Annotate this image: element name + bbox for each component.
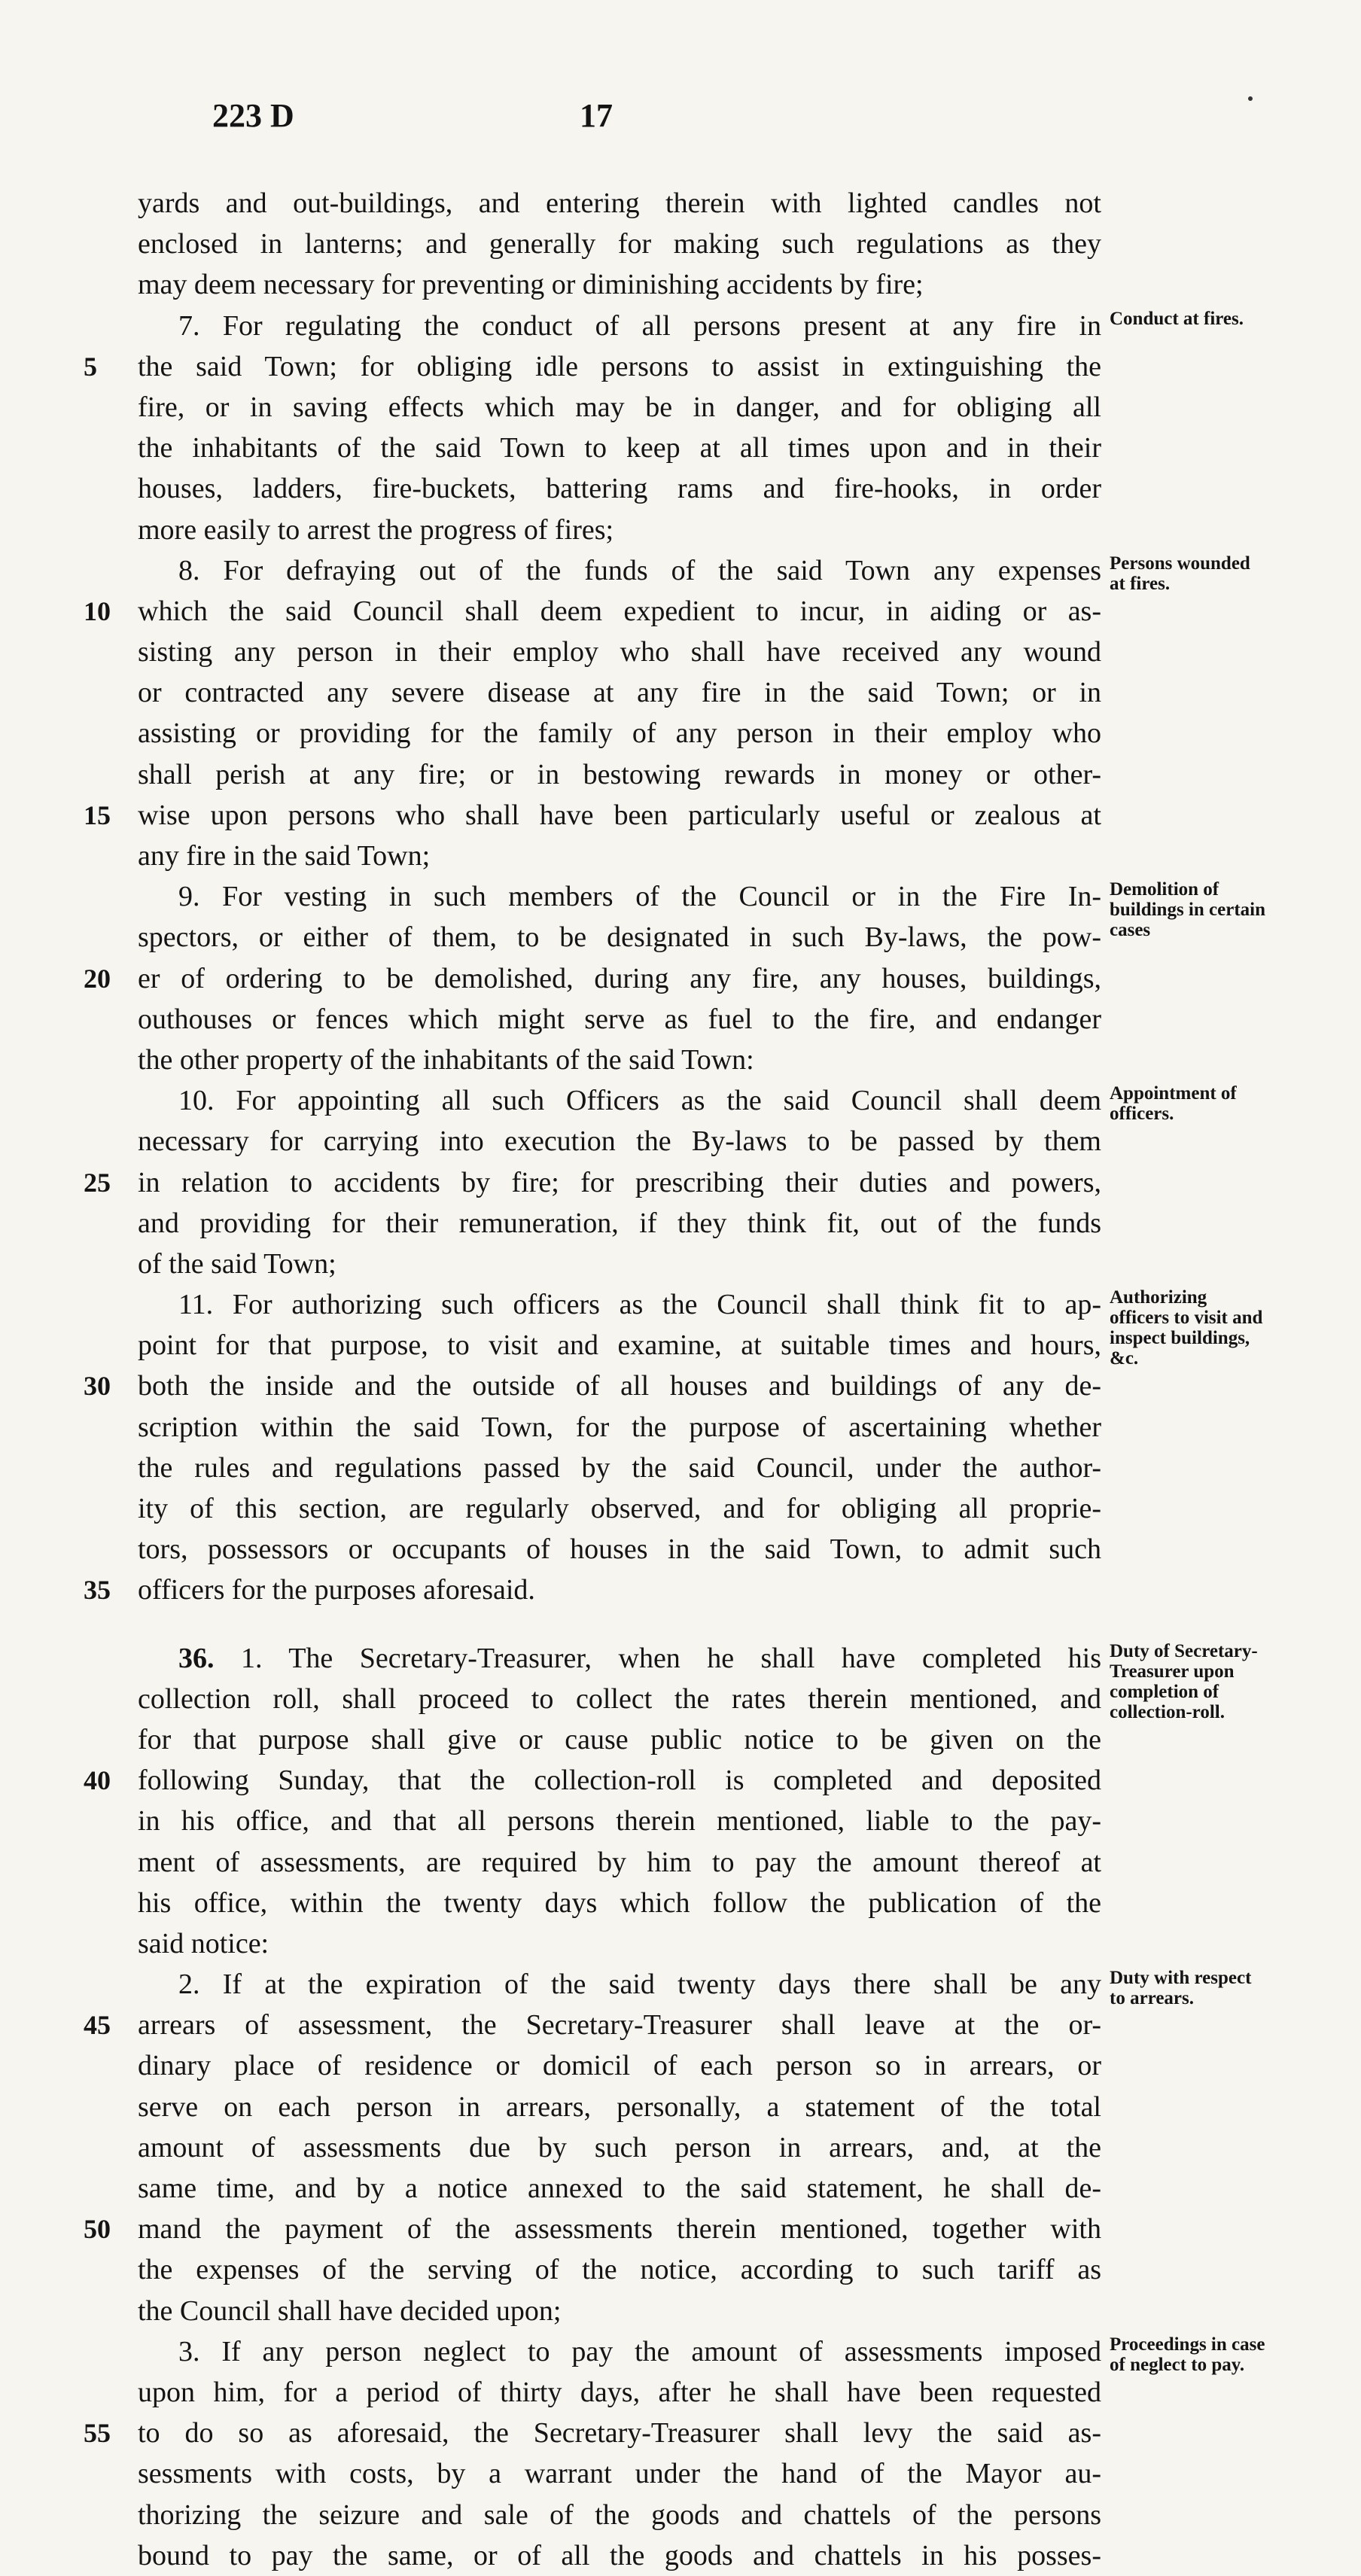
line-content: outhouses or fences which might serve as fuel to the fire, and endanger xyxy=(138,1003,1101,1035)
line-content: bound to pay the same, or of all the goods and chattels in his posses- xyxy=(138,2539,1101,2571)
line-text xyxy=(138,428,1101,468)
line-text xyxy=(138,2495,1101,2535)
line-text xyxy=(138,2127,1101,2168)
line-content: point for that purpose, to visit and examine, at suitable times and hours, xyxy=(138,1329,1101,1362)
line-content: 11. For authorizing such officers as the Council shall think fit to ap- xyxy=(178,1289,1101,1321)
text-line xyxy=(138,183,1101,224)
line-text xyxy=(138,2168,1101,2209)
line-content: any fire in the said Town; xyxy=(138,840,431,872)
line-text xyxy=(138,1842,1101,1883)
text-line xyxy=(138,2535,1101,2576)
line-text xyxy=(138,1080,1101,1121)
text-line xyxy=(138,917,1101,958)
text-line xyxy=(138,224,1101,264)
text-line xyxy=(138,1203,1101,1244)
line-text xyxy=(138,346,1101,387)
line-text xyxy=(138,2249,1101,2290)
line-content: scription within the said Town, for the purpose of ascertaining whether xyxy=(138,1411,1101,1443)
text-line xyxy=(138,1488,1101,1529)
line-content: which the said Council shall deem expedient to incur, in aiding or as- xyxy=(138,595,1101,627)
line-text xyxy=(138,958,1101,999)
line-number: 40 xyxy=(84,1765,111,1796)
line-content: wise upon persons who shall have been particularly useful or zealous at xyxy=(138,799,1101,831)
line-text xyxy=(138,224,1101,264)
line-text xyxy=(138,387,1101,428)
line-number: 20 xyxy=(84,963,111,994)
line-text xyxy=(138,754,1101,795)
corner-mark xyxy=(1248,96,1253,101)
line-text xyxy=(138,1570,1101,1610)
text-line xyxy=(138,1679,1101,1719)
text-line xyxy=(138,672,1101,713)
page-number: 17 xyxy=(580,97,613,134)
line-text xyxy=(138,795,1101,836)
text-line xyxy=(138,1407,1101,1448)
text-line xyxy=(138,836,1101,876)
line-text xyxy=(138,2535,1101,2576)
line-content: shall perish at any fire; or in bestowing rewards in money or other- xyxy=(138,758,1101,790)
margin-note: Appointment of officers. xyxy=(1110,1083,1237,1125)
line-text xyxy=(138,917,1101,958)
line-text xyxy=(138,468,1101,509)
line-text xyxy=(138,1284,1101,1325)
line-content: in relation to accidents by fire; for prescribing their duties and powers, xyxy=(138,1166,1101,1198)
line-text xyxy=(138,999,1101,1040)
line-text xyxy=(138,1488,1101,1529)
line-text xyxy=(138,306,1101,346)
text-line xyxy=(84,1760,1101,1801)
text-line xyxy=(138,428,1101,468)
line-number: 55 xyxy=(84,2418,111,2449)
line-content: the expenses of the serving of the notice, according to such tariff as xyxy=(138,2254,1101,2286)
line-content: sisting any person in their employ who shall have received any wound xyxy=(138,636,1101,668)
text-line xyxy=(138,1529,1101,1570)
line-content: for that purpose shall give or cause public notice to be given on the xyxy=(138,1723,1101,1755)
text-line xyxy=(138,468,1101,509)
text-line xyxy=(138,1638,1101,1679)
line-content: assisting or providing for the family of any person in their employ who xyxy=(138,717,1101,750)
line-text xyxy=(138,1760,1101,1801)
line-content: following Sunday, that the collection-roll is completed and deposited xyxy=(138,1765,1101,1797)
text-line xyxy=(138,306,1101,346)
text-line xyxy=(138,754,1101,795)
line-text xyxy=(138,510,1101,550)
text-line xyxy=(138,2495,1101,2535)
line-content: 9. For vesting in such members of the Council or in the Fire In- xyxy=(178,881,1101,913)
line-number: 35 xyxy=(84,1575,111,1606)
line-text xyxy=(138,1040,1101,1080)
text-line xyxy=(138,2168,1101,2209)
text-line xyxy=(84,1366,1101,1406)
line-text xyxy=(138,1923,1101,1964)
margin-note: Persons wounded at fires. xyxy=(1110,553,1250,594)
line-content: 2. If at the expiration of the said twenty days there shall be any xyxy=(178,1969,1101,2001)
text-line xyxy=(138,713,1101,754)
line-content: 3. If any person neglect to pay the amount of assessments imposed xyxy=(178,2335,1101,2367)
line-text xyxy=(138,1638,1101,1679)
line-content: the other property of the inhabitants of the said Town: xyxy=(138,1043,754,1076)
text-line xyxy=(138,550,1101,591)
line-content: houses, ladders, fire-buckets, battering rams and fire-hooks, in order xyxy=(138,473,1101,505)
line-text xyxy=(138,591,1101,632)
margin-note: Conduct at fires. xyxy=(1110,308,1244,329)
line-content: er of ordering to be demolished, during any fire, any houses, buildings, xyxy=(138,962,1101,994)
line-content: both the inside and the outside of all houses and buildings of any de- xyxy=(138,1370,1101,1402)
line-text xyxy=(138,1407,1101,1448)
line-content: his office, within the twenty days which follow the publication of the xyxy=(138,1886,1101,1919)
text-line xyxy=(138,1325,1101,1366)
line-content: to do so as aforesaid, the Secretary-Treasurer shall levy the said as- xyxy=(138,2417,1101,2450)
text-line xyxy=(84,795,1101,836)
line-content: more easily to arrest the progress of fires; xyxy=(138,513,614,546)
text-line xyxy=(138,1284,1101,1325)
line-content: same time, and by a notice annexed to the said statement, he shall de- xyxy=(138,2173,1101,2204)
line-content: mand the payment of the assessments therein mentioned, together with xyxy=(138,2213,1101,2246)
line-number: 30 xyxy=(84,1371,111,1402)
line-text xyxy=(138,1366,1101,1406)
text-line xyxy=(84,591,1101,632)
line-content: in his office, and that all persons therein mentioned, liable to the pay- xyxy=(138,1805,1101,1838)
line-text xyxy=(138,1448,1101,1488)
line-text xyxy=(138,1719,1101,1760)
line-content: serve on each person in arrears, personally, a statement of the total xyxy=(138,2090,1101,2123)
line-content: 7. For regulating the conduct of all persons present at any fire in xyxy=(178,309,1101,342)
body-text xyxy=(84,183,1102,2576)
line-text xyxy=(138,2087,1101,2127)
text-line xyxy=(138,510,1101,550)
line-number: 5 xyxy=(84,351,97,382)
line-text xyxy=(138,1529,1101,1570)
line-number: 50 xyxy=(84,2214,111,2245)
line-number: 15 xyxy=(84,799,111,830)
line-content: upon him, for a period of thirty days, after he shall have been requested xyxy=(138,2376,1101,2408)
text-line xyxy=(138,1121,1101,1162)
text-line xyxy=(84,2413,1101,2453)
line-content: or contracted any severe disease at any fire in the said Town; or in xyxy=(138,677,1101,709)
line-content: dinary place of residence or domicil of each person so in arrears, or xyxy=(138,2050,1101,2082)
line-text xyxy=(138,836,1101,876)
text-line xyxy=(138,632,1101,672)
section-number: 36. xyxy=(178,1642,215,1674)
line-content: the said Town; for obliging idle persons to assist in extinguishing the xyxy=(138,350,1101,382)
line-text xyxy=(138,2372,1101,2413)
line-content: officers for the purposes aforesaid. xyxy=(138,1574,535,1606)
line-content: 8. For defraying out of the funds of the said Town any expenses xyxy=(178,554,1101,586)
line-number: 45 xyxy=(84,2010,111,2041)
line-text xyxy=(138,1203,1101,1244)
margin-note: Duty of Secretary-Treasurer upon completion of collection-roll. xyxy=(1110,1641,1258,1722)
margin-note: Duty with respect to arrears. xyxy=(1110,1967,1252,2008)
text-line xyxy=(84,2209,1101,2249)
line-text xyxy=(138,2045,1101,2086)
line-text xyxy=(138,2209,1101,2249)
line-content: necessary for carrying into execution the By-laws to be passed by them xyxy=(138,1125,1101,1158)
line-text xyxy=(138,1679,1101,1719)
line-number: 25 xyxy=(84,1167,111,1198)
text-line xyxy=(138,387,1101,428)
text-line xyxy=(138,2453,1101,2494)
text-line xyxy=(138,1244,1101,1284)
line-text xyxy=(138,713,1101,754)
text-line xyxy=(138,876,1101,917)
line-text xyxy=(138,183,1101,224)
line-content: amount of assessments due by such person in arrears, and, at the xyxy=(138,2131,1101,2163)
line-text xyxy=(138,2413,1101,2453)
text-line xyxy=(138,2087,1101,2127)
text-line xyxy=(84,2005,1101,2045)
line-text xyxy=(138,1801,1101,1841)
page-header-code: 223 D xyxy=(212,97,294,134)
line-text xyxy=(138,1883,1101,1923)
line-content: arrears of assessment, the Secretary-Treasurer shall leave at the or- xyxy=(138,2009,1101,2042)
line-text xyxy=(138,1325,1101,1366)
line-text xyxy=(138,2005,1101,2045)
line-content: said notice: xyxy=(138,1927,269,1959)
line-content: the rules and regulations passed by the said Council, under the author- xyxy=(138,1451,1101,1484)
line-content: ment of assessments, are required by him to pay the amount thereof at xyxy=(138,1846,1101,1878)
text-line xyxy=(84,1162,1101,1203)
line-content: may deem necessary for preventing or diminishing accidents by fire; xyxy=(138,269,924,301)
text-line xyxy=(138,1040,1101,1080)
line-content: yards and out-buildings, and entering therein with lighted candles not xyxy=(138,187,1101,219)
line-content: 10. For appointing all such Officers as the said Council shall deem xyxy=(178,1085,1101,1117)
text-line xyxy=(138,2045,1101,2086)
text-line xyxy=(138,1964,1101,2005)
text-line xyxy=(138,1801,1101,1841)
text-line xyxy=(138,1883,1101,1923)
line-text xyxy=(138,1121,1101,1162)
margin-note: Proceedings in case of neglect to pay. xyxy=(1110,2334,1265,2376)
line-content: enclosed in lanterns; and generally for making such regulations as they xyxy=(138,228,1101,260)
line-content: ity of this section, are regularly observed, and for obliging all proprie- xyxy=(138,1493,1101,1524)
text-line xyxy=(84,346,1101,387)
line-content: the Council shall have decided upon; xyxy=(138,2294,562,2327)
text-line xyxy=(84,958,1101,999)
line-text xyxy=(138,876,1101,917)
text-line xyxy=(138,2127,1101,2168)
line-content: of the said Town; xyxy=(138,1247,336,1280)
line-text xyxy=(138,2331,1101,2372)
line-text xyxy=(138,672,1101,713)
text-line xyxy=(138,264,1101,305)
text-line xyxy=(138,1719,1101,1760)
text-line xyxy=(138,1448,1101,1488)
text-line xyxy=(138,1080,1101,1121)
text-line xyxy=(138,1842,1101,1883)
line-content: fire, or in saving effects which may be in danger, and for obliging all xyxy=(138,391,1101,423)
line-content: and providing for their remuneration, if they think fit, out of the funds xyxy=(138,1207,1101,1239)
text-line xyxy=(138,2331,1101,2372)
line-text xyxy=(138,632,1101,672)
line-text xyxy=(138,1964,1101,2005)
line-content: tors, possessors or occupants of houses in the said Town, to admit such xyxy=(138,1533,1101,1566)
line-content: 1. The Secretary-Treasurer, when he shall have completed his xyxy=(240,1642,1102,1674)
text-line xyxy=(84,1570,1101,1610)
line-content: sessments with costs, by a warrant under the hand of the Mayor au- xyxy=(138,2458,1101,2490)
line-text xyxy=(138,1244,1101,1284)
line-content: thorizing the seizure and sale of the goods and chattels of the persons xyxy=(138,2498,1101,2531)
text-line xyxy=(138,2372,1101,2413)
line-text xyxy=(138,264,1101,305)
line-text xyxy=(138,550,1101,591)
line-text xyxy=(138,2291,1101,2331)
line-content: the inhabitants of the said Town to keep at all times upon and in their xyxy=(138,432,1101,464)
margin-note: Demolition of buildings in certain cases xyxy=(1110,879,1265,941)
text-line xyxy=(138,999,1101,1040)
line-number: 10 xyxy=(84,595,111,626)
line-content: spectors, or either of them, to be designated in such By-laws, the pow- xyxy=(138,921,1101,954)
text-line xyxy=(138,2291,1101,2331)
line-content: collection roll, shall proceed to collect the rates therein mentioned, and xyxy=(138,1682,1101,1715)
line-text xyxy=(138,2453,1101,2494)
line-text xyxy=(138,1162,1101,1203)
text-line xyxy=(138,2249,1101,2290)
margin-note: Authorizing officers to visit and inspect buildings, &c. xyxy=(1110,1287,1263,1369)
text-line xyxy=(138,1923,1101,1964)
